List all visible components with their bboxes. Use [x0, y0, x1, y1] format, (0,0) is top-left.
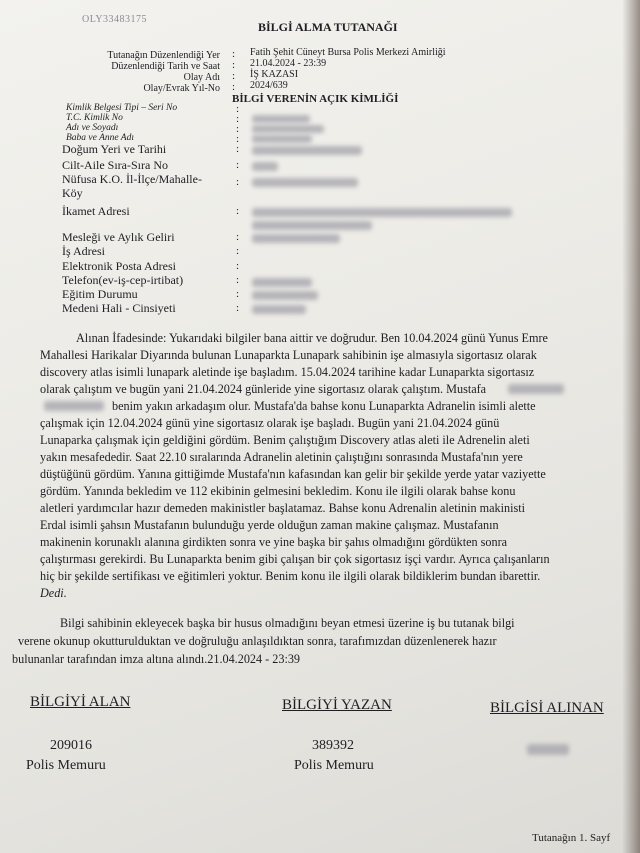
closing-line: verene okunup okutturulduktan ve doğruluğu anlaşıldıktan sonra, tarafımızdan düzenlenerek hazır: [18, 634, 497, 648]
colon: :: [236, 159, 240, 171]
identity-label-birth: Doğum Yeri ve Tarihi: [62, 142, 167, 156]
top-label-event: Olay Adı: [183, 72, 220, 83]
colon: :: [236, 205, 240, 217]
colon: :: [236, 143, 240, 155]
statement-line: benim yakın arkadaşım olur. Mustafa'da bahse konu Lunaparkta Adranelin isimli alette: [112, 399, 536, 413]
colon: :: [236, 176, 240, 188]
statement-line: Lunaparka çalışmak için geldiğini gördüm. Benim çalıştığım Discovery atlas aleti ile Adrenelin aleti: [40, 433, 530, 447]
redacted-value: [252, 146, 362, 155]
top-value-date: 21.04.2024 - 23:39: [250, 58, 327, 69]
redacted-value: [252, 305, 306, 314]
colon: :: [236, 103, 240, 115]
colon: :: [232, 70, 236, 82]
colon: :: [232, 81, 236, 93]
statement-line: Erdal isimli şahsın Mustafanın bulunduğu yerde olduğun zaman makine çalışmaz. Mustafanın: [40, 518, 499, 532]
signature-heading-receiver: BİLGİYİ ALAN: [30, 694, 131, 710]
paper-edge-shadow: [622, 0, 640, 853]
colon: :: [236, 302, 240, 314]
colon: :: [236, 260, 240, 272]
top-value-year-no: 2024/639: [250, 80, 288, 91]
identity-label-marital: Medeni Hali - Cinsiyeti: [62, 301, 176, 315]
statement-line: makinenin korunaklı alanına girdikten sonra ve yine başka bir şahıs olmadığını gördükten sonra: [40, 535, 508, 549]
identity-label-id-type: Kimlik Belgesi Tipi – Seri No: [66, 103, 178, 113]
colon: :: [236, 133, 240, 145]
statement-line: düştüğünü gördüm. Yanına gittiğimde Mustafa'nın kafasından kan gelir bir şekilde yerde yatar vaziyette: [40, 467, 546, 481]
redacted-value: [252, 291, 318, 300]
page-footer: Tutanağın 1. Sayf: [532, 832, 611, 844]
colon: :: [236, 231, 240, 243]
signature-role-writer: Polis Memuru: [294, 758, 374, 773]
statement-line: yakın mesafededir. Saat 22.10 sıralarında Adranelin aletinin çalıştığını sonrasında Mustafa'nın yere: [40, 450, 523, 464]
identity-label-registry-cont: Köy: [62, 186, 83, 200]
identity-label-registry: Nüfusa K.O. İl-İlçe/Mahalle-: [62, 172, 202, 186]
identity-label-work-address: İş Adresi: [62, 244, 105, 258]
statement-line: gördüm. Yanında bekledim ve 112 ekibinin gelmesini bekledim. Konu ile ilgili olarak bahse konu: [40, 484, 516, 498]
signature-heading-informant: BİLGİSİ ALINAN: [490, 700, 604, 716]
signature-role-receiver: Polis Memuru: [26, 758, 106, 773]
statement-line: discovery atlas isimli lunapark aletinde işe başladım. 15.04.2024 tarihine kadar Lunaparkta sigortasız: [40, 365, 535, 379]
colon: :: [236, 123, 240, 135]
statement-line: Mahallesi Harikalar Diyarında bulunan Lunaparkta Lunapark sahibinin işe almasıyla sigortasız olarak: [40, 348, 537, 362]
statement-line: aletleri yardımcılar hazır demeden makinistler başlatamaz. Bahse konu Adrenalin aletinin makinisti: [40, 501, 525, 515]
top-label-place: Tutanağın Düzenlendiği Yer: [107, 50, 220, 61]
redacted-value: [508, 384, 564, 394]
signature-number-writer: 389392: [312, 738, 354, 753]
top-value-place: Fatih Şehit Cüneyt Bursa Polis Merkezi Amirliği: [250, 47, 446, 58]
redacted-value: [252, 162, 278, 171]
serial-number: OLY33483175: [82, 14, 148, 25]
redacted-value: [252, 221, 372, 230]
redacted-value: [252, 115, 310, 123]
identity-section-title: BİLGİ VERENİN AÇIK KİMLİĞİ: [232, 93, 399, 105]
statement-line: çalışmak için 12.04.2024 günü yine sigortasız olarak işe başladı. Bugün yani 21.04.2024 günü: [40, 416, 500, 430]
identity-label-name: Adı ve Soyadı: [66, 123, 119, 133]
identity-label-address: İkamet Adresi: [62, 204, 130, 218]
redacted-value: [252, 278, 312, 287]
identity-label-phone: Telefon(ev-iş-cep-irtibat): [62, 273, 184, 287]
identity-label-occupation: Mesleği ve Aylık Geliri: [62, 230, 175, 244]
colon: :: [236, 113, 240, 125]
identity-label-family-no: Cilt-Aile Sıra-Sıra No: [62, 158, 168, 172]
top-label-year-no: Olay/Evrak Yıl-No: [143, 83, 220, 94]
statement-line: çalıştırması gerekirdi. Bu Lunaparkta benim gibi çalışan bir çok sigortasız işçi vardır. Ayrıca çalışanların: [40, 552, 550, 566]
signature-number-receiver: 209016: [50, 738, 92, 753]
colon: :: [236, 288, 240, 300]
top-label-date: Düzenlendiği Tarih ve Saat: [111, 61, 220, 72]
colon: :: [236, 274, 240, 286]
redacted-value: [44, 401, 104, 411]
statement-line: Alınan İfadesinde: Yukarıdaki bilgiler bana aittir ve doğrudur. Ben 10.04.2024 günü Yunus Emre: [76, 331, 548, 345]
signature-heading-writer: BİLGİYİ YAZAN: [282, 697, 392, 713]
statement-line: olarak çalıştım ve bugün yani 21.04.2024 günleride yine sigortasız olarak çalıştım. Mustafa: [40, 382, 487, 396]
redacted-value: [252, 208, 512, 217]
identity-label-tc: T.C. Kimlik No: [66, 113, 123, 123]
redacted-value: [527, 744, 569, 755]
identity-label-education: Eğitim Durumu: [62, 287, 138, 301]
colon: :: [236, 245, 240, 257]
redacted-value: [252, 234, 340, 243]
document-title: BİLGİ ALMA TUTANAĞI: [258, 20, 398, 34]
statement-line: hiç bir şekilde sertifikası ve eğitimleri yoktur. Benim konu ile ilgili olarak bildiklerim bundan ibarettir.: [40, 569, 541, 583]
identity-label-email: Elektronik Posta Adresi: [62, 259, 176, 273]
redacted-value: [252, 178, 358, 187]
closing-line: bulunanlar tarafından imza altına alındı.21.04.2024 - 23:39: [12, 652, 301, 666]
statement-line: Dedi.: [40, 586, 67, 600]
redacted-value: [252, 125, 324, 133]
top-value-event: İŞ KAZASI: [250, 69, 299, 80]
redacted-value: [252, 135, 312, 143]
closing-line: Bilgi sahibinin ekleyecek başka bir husus olmadığını beyan etmesi üzerine iş bu tutanak bilgi: [60, 616, 515, 630]
colon: :: [232, 48, 236, 60]
colon: :: [232, 59, 236, 71]
identity-label-parents: Baba ve Anne Adı: [66, 133, 134, 143]
